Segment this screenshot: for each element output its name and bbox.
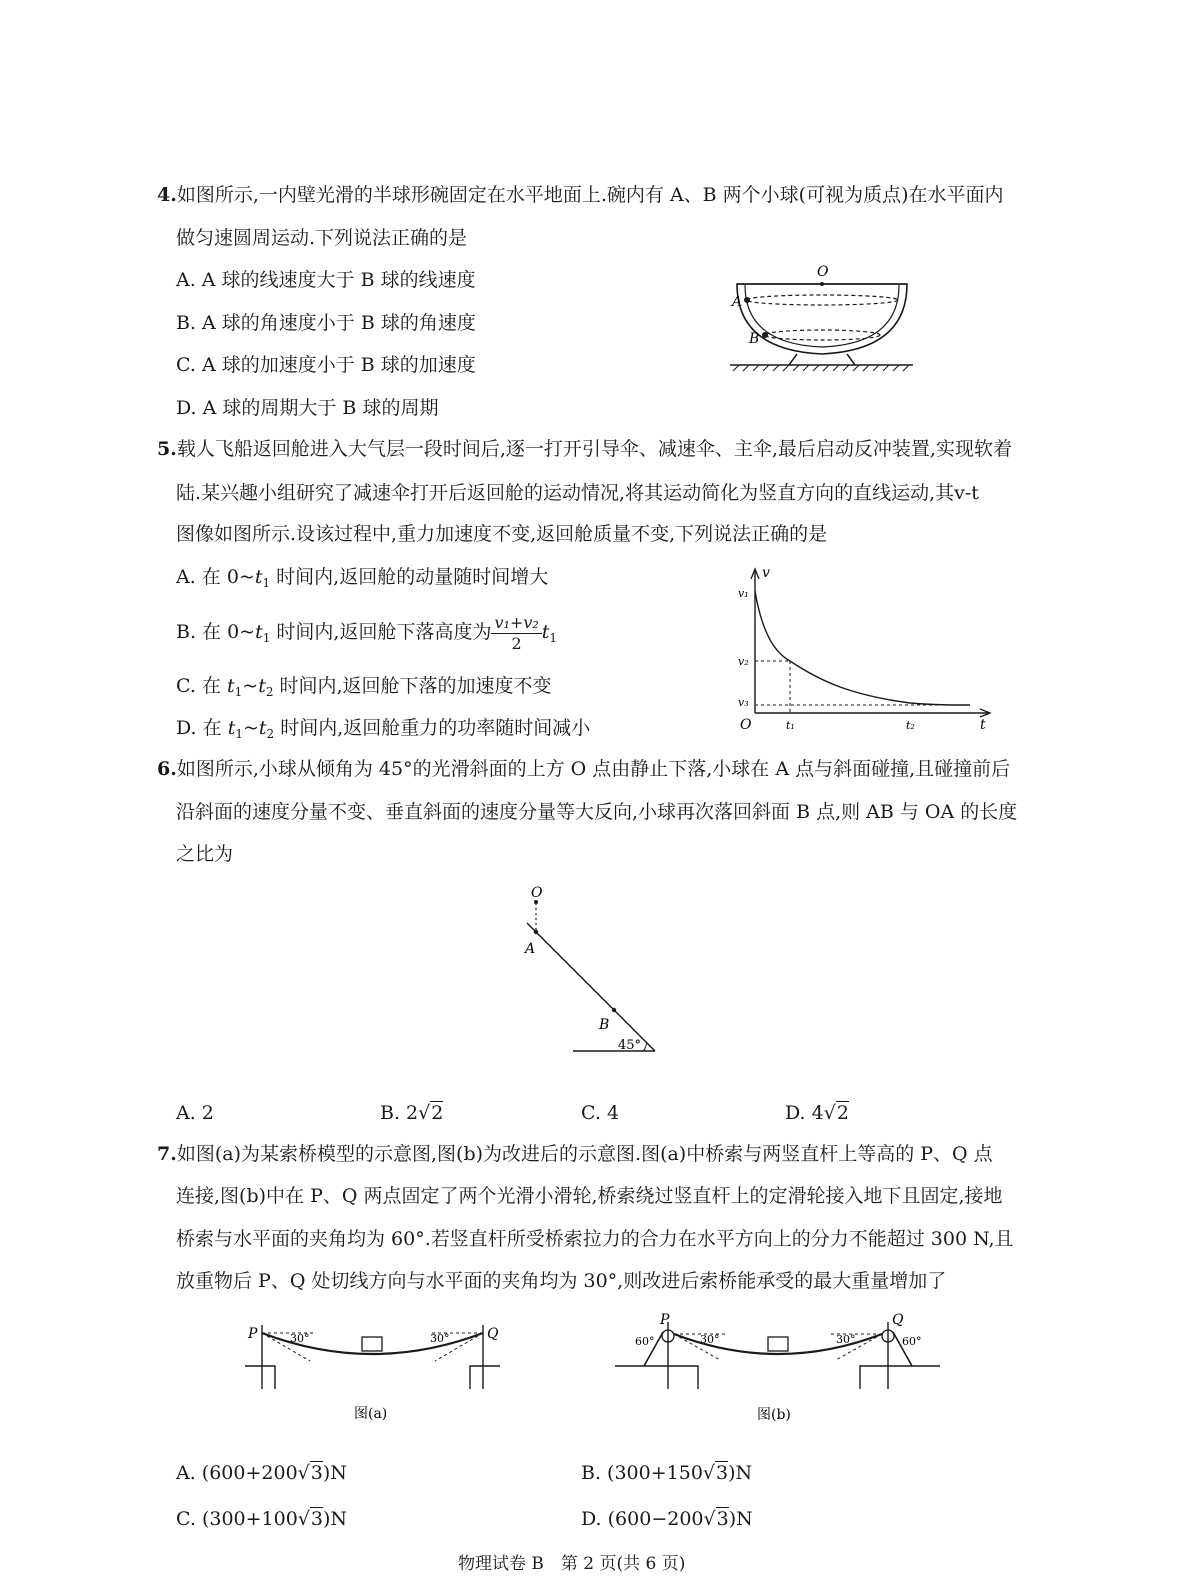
q5-stem-line2: 陆.某兴趣小组研究了减速伞打开后返回舱的运动情况,将其运动简化为竖直方向的直线运动,其v-t <box>176 482 979 504</box>
q5-b-t1: $t_1$ <box>255 621 271 645</box>
q5-c-post: 时间内,返回舱下落的加速度不变 <box>273 675 552 697</box>
q4-option-b[interactable]: B. A 球的角速度小于 B 球的角速度 <box>176 312 476 334</box>
right-bank <box>860 1366 940 1389</box>
q6-d-pre: D. 4 <box>785 1102 824 1124</box>
left-bank <box>615 1366 698 1389</box>
q5-option-b[interactable] <box>176 612 557 658</box>
label-angle60-right: 60° <box>902 1335 922 1348</box>
q7-b-post: )N <box>728 1462 753 1484</box>
label-angle-left: 30° <box>290 1332 310 1345</box>
q4-number: 4. <box>157 184 177 206</box>
q7-stem-line3: 桥索与水平面的夹角均为 60°.若竖直杆所受桥索拉力的合力在水平方向上的分力不能超过 300 N,且 <box>176 1228 1014 1250</box>
page-footer: 物理试卷 B 第 2 页(共 6 页) <box>458 1554 686 1574</box>
label-o: O <box>817 264 829 280</box>
q6-d-radicand: 2 <box>836 1102 849 1124</box>
label-angle30-right: 30° <box>836 1333 856 1346</box>
label-q: Q <box>892 1312 904 1328</box>
weight-box <box>768 1337 788 1351</box>
label-v1: v₁ <box>738 587 749 600</box>
q7-a-root: √3 <box>297 1462 323 1484</box>
vt-curve <box>755 591 970 705</box>
label-angle30-left: 30° <box>700 1333 720 1346</box>
q4-stem-line1 <box>157 183 1004 207</box>
orbit-b <box>764 330 880 340</box>
q4-option-c[interactable]: C. A 球的加速度小于 B 球的加速度 <box>176 354 476 376</box>
label-angle60-left: 60° <box>635 1335 655 1348</box>
q7-option-d[interactable] <box>581 1507 753 1531</box>
q5-d-tilde: ~ <box>242 717 259 739</box>
incline-surface <box>527 923 655 1051</box>
q7-b-radicand: 3 <box>716 1462 729 1484</box>
q6-stem-line3: 之比为 <box>176 843 234 865</box>
label-p: P <box>660 1312 670 1328</box>
q5-a-t1: $t_1$ <box>254 566 271 590</box>
q7-d-radicand: 3 <box>716 1508 729 1530</box>
q5-vt-graph <box>730 563 995 738</box>
label-v: v <box>762 565 770 581</box>
q7-figure-b <box>610 1312 945 1430</box>
ball-b <box>762 332 768 338</box>
label-t2: t₂ <box>906 719 915 732</box>
q7-b-root: √3 <box>702 1462 729 1484</box>
q7-stem-line2: 连接,图(b)中在 P、Q 两点固定了两个光滑小滑轮,桥索绕过竖直杆上的定滑轮接入地下且固定,接地 <box>176 1185 1003 1207</box>
q5-b-mid: 时间内,返回舱下落高度为 <box>270 621 492 643</box>
q7-stem-text: 如图(a)为某索桥模型的示意图,图(b)为改进后的示意图.图(a)中桥索与两竖直杆上等高的 P、Q 点 <box>176 1143 993 1165</box>
q7-a-pre: A. (600+200 <box>176 1462 298 1484</box>
q5-b-numerator: v₁+v₂ <box>491 613 541 634</box>
label-angle-right: 30° <box>430 1332 450 1345</box>
bowl-inner <box>745 285 899 347</box>
label-v2: v₂ <box>738 655 749 668</box>
label-t1: t₁ <box>786 719 795 732</box>
angle-arc <box>643 1043 647 1052</box>
caption-b: 图(b) <box>757 1407 791 1423</box>
q5-a-post: 时间内,返回舱的动量随时间增大 <box>270 566 549 588</box>
caption-a: 图(a) <box>354 1406 388 1422</box>
bowl-stand <box>789 354 855 365</box>
q6-stem-line1 <box>157 757 1010 781</box>
q5-stem-line1 <box>157 437 1012 461</box>
q5-number: 5. <box>157 438 177 460</box>
q5-option-d[interactable] <box>176 716 590 746</box>
q6-stem-line2: 沿斜面的速度分量不变、垂直斜面的速度分量等大反向,小球再次落回斜面 B 点,则 AB 与 OA 的长度 <box>176 801 1018 823</box>
ground-hatch <box>733 365 909 371</box>
q5-option-c[interactable] <box>176 674 552 704</box>
q5-d-t2: $t_2$ <box>258 717 275 741</box>
label-t: t <box>980 717 986 733</box>
q5-c-range: $t_1$ <box>226 675 243 699</box>
q4-stem-text: 如图所示,一内壁光滑的半球形碗固定在水平地面上.碗内有 A、B 两个小球(可视为质点)在水平面内 <box>176 184 1004 206</box>
q6-b-radicand: 2 <box>431 1102 444 1124</box>
q6-option-c[interactable]: C. 4 <box>581 1102 620 1124</box>
right-bank <box>470 1366 500 1389</box>
q7-a-post: )N <box>322 1462 347 1484</box>
ball-a <box>744 297 750 303</box>
label-a: A <box>525 941 536 957</box>
q5-stem-line3: 图像如图所示.设该过程中,重力加速度不变,返回舱质量不变,下列说法正确的是 <box>176 523 828 545</box>
left-bank <box>245 1366 275 1389</box>
q7-option-b[interactable] <box>581 1461 752 1485</box>
label-p: P <box>248 1326 258 1342</box>
q7-c-pre: C. (300+100 <box>176 1508 298 1530</box>
q7-d-pre: D. (600−200 <box>581 1508 704 1530</box>
q7-figure-a <box>240 1315 510 1430</box>
q5-b-t1-end: $t_1$ <box>541 621 558 645</box>
q5-b-denominator: 2 <box>511 633 522 653</box>
q7-c-post: )N <box>323 1508 348 1530</box>
q5-c-pre: C. 在 <box>176 675 227 697</box>
q6-number: 6. <box>157 758 177 780</box>
q5-a-pre: A. 在 0~ <box>176 566 255 588</box>
q7-c-radicand: 3 <box>310 1508 324 1530</box>
q6-d-root: √2 <box>823 1102 849 1124</box>
orbit-a <box>746 295 898 305</box>
point-b <box>612 1008 616 1012</box>
label-origin: O <box>740 717 752 733</box>
q6-b-pre: B. 2 <box>380 1102 419 1124</box>
label-angle: 45° <box>618 1038 642 1053</box>
point-a <box>534 930 538 934</box>
q6-incline-figure <box>515 883 675 1068</box>
bowl-outer <box>737 284 907 354</box>
q7-d-root: √3 <box>703 1508 729 1530</box>
q7-option-c[interactable] <box>176 1507 347 1531</box>
center-o <box>820 282 824 286</box>
q5-stem-text: 载人飞船返回舱进入大气层一段时间后,逐一打开引导伞、减速伞、主伞,最后启动反冲装置,实现软着 <box>176 438 1012 460</box>
label-v3: v₃ <box>738 696 749 709</box>
weight-box <box>362 1337 382 1351</box>
q5-b-fraction <box>491 613 541 654</box>
q5-b-pre: B. 在 0~ <box>176 621 256 643</box>
q6-option-a[interactable]: A. 2 <box>176 1102 214 1124</box>
q5-d-post: 时间内,返回舱重力的功率随时间减小 <box>274 717 591 739</box>
q7-stem-line1 <box>157 1142 993 1166</box>
q5-d-pre: D. 在 <box>176 717 228 739</box>
q4-bowl-figure <box>725 262 920 377</box>
q5-d-t1: $t_1$ <box>227 717 243 741</box>
q6-option-b[interactable] <box>380 1101 443 1125</box>
q7-stem-line4: 放重物后 P、Q 处切线方向与水平面的夹角均为 30°,则改进后索桥能承受的最大重量增加了 <box>176 1270 947 1292</box>
label-o: O <box>531 885 543 901</box>
q4-option-d[interactable]: D. A 球的周期大于 B 球的周期 <box>176 397 439 419</box>
label-q: Q <box>487 1326 499 1342</box>
q6-stem-text: 如图所示,小球从倾角为 45°的光滑斜面的上方 O 点由静止下落,小球在 A 点与斜面碰撞,且碰撞前后 <box>176 758 1011 780</box>
q5-option-a[interactable] <box>176 565 548 595</box>
q7-d-post: )N <box>728 1508 753 1530</box>
q7-c-root: √3 <box>297 1508 324 1530</box>
label-b: B <box>749 331 760 347</box>
q7-number: 7. <box>157 1143 177 1165</box>
q7-a-radicand: 3 <box>310 1462 323 1484</box>
label-b: B <box>599 1017 610 1033</box>
label-a: A <box>732 294 743 310</box>
q5-c-tilde: ~ <box>242 675 259 697</box>
q7-option-a[interactable] <box>176 1461 347 1485</box>
q4-stem-line2: 做匀速圆周运动.下列说法正确的是 <box>176 227 468 249</box>
q6-option-d[interactable] <box>785 1101 849 1125</box>
q7-b-pre: B. (300+150 <box>581 1462 703 1484</box>
q5-c-t2: $t_2$ <box>258 675 274 699</box>
q4-option-a[interactable]: A. A 球的线速度大于 B 球的线速度 <box>176 269 476 291</box>
q6-b-root: √2 <box>418 1102 444 1124</box>
